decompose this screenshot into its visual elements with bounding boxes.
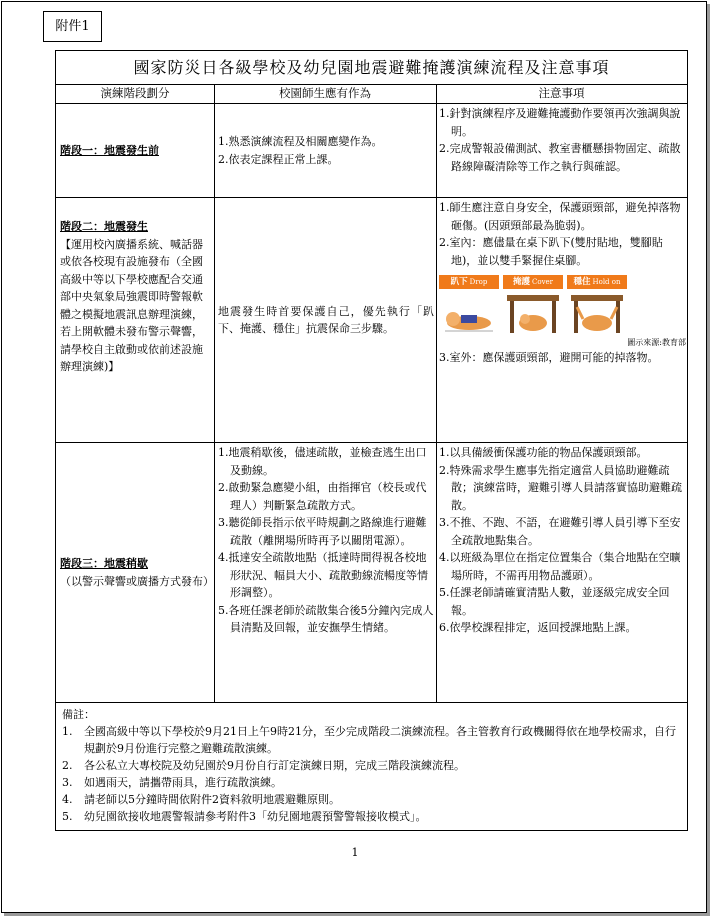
action-item: 地震發生時首要保護自己，優先執行「趴下、掩護、穩住」抗震保命三步驟。	[218, 304, 434, 335]
stage-2-actions	[218, 198, 434, 442]
stage-3-notes	[439, 444, 686, 637]
note-item: 2.室內：應儘量在桌下趴下(雙肘貼地，雙腳貼地)，並以雙手緊握住桌腳。	[439, 236, 663, 267]
action-item: 3.聽從師長指示依平時規劃之路線進行避難疏散（離開場所時再予以關閉電源）。	[218, 516, 427, 547]
remark-item: 1. 全國高級中等以下學校於9月21日上午9時21分，至少完成階段二演練流程。各主管教育行政機關得依在地學校需求，自行規劃於9月份進行完整之避難疏散演練。	[62, 725, 676, 755]
header-notes: 注意事項	[436, 84, 687, 104]
panel-label-en: Hold on	[592, 278, 621, 286]
remark-item: 2. 各公私立大專校院及幼兒園於9月份自行訂定演練日期，完成三階段演練流程。	[62, 759, 465, 772]
stage-3-cell	[60, 443, 212, 702]
panel-label-en: Drop	[469, 278, 488, 286]
remark-item: 5. 幼兒園欲接收地震警報請參考附件3「幼兒園地震預警警報接收模式」。	[62, 810, 427, 823]
stage-1-title: 階段一：地震發生前	[60, 143, 159, 157]
action-item: 4.抵達安全疏散地點（抵達時間得視各校地形狀況、幅員大小、疏散動線流暢度等情形調整）。	[218, 551, 428, 599]
note-item: 1.以具備緩衝保護功能的物品保護頭頸部。	[439, 446, 648, 459]
illustration-panel-hold-on	[567, 275, 627, 335]
remark-item: 3. 如遇雨天，請攜帶雨具，進行疏散演練。	[62, 776, 282, 789]
stage-3-actions	[218, 444, 434, 637]
note-item: 3.不推、不跑、不語，在避難引導人員引導下至安全疏散地點集合。	[439, 516, 681, 547]
note-item: 5.任課老師請確實清點人數，並逐級完成安全回報。	[439, 586, 670, 617]
stage-1-actions	[218, 104, 434, 197]
stage-2-cell	[60, 218, 212, 376]
stage-2-notes	[439, 199, 686, 367]
stage-2-title: 階段二：地震發生	[60, 220, 148, 233]
stage-1-cell	[60, 104, 212, 197]
illustration-panel-drop	[439, 275, 499, 335]
column-divider	[214, 84, 215, 702]
action-item: 5.各班任課老師於疏散集合後5分鐘內完成人員清點及回報，並安撫學生情緒。	[218, 603, 434, 634]
stage-3-title: 階段三：地震稍歇	[60, 557, 148, 570]
drop-cover-hold-illustration	[439, 275, 686, 335]
note-item: 1.師生應注意自身安全，保護頭頸部，避免掉落物砸傷。(因頭頸部最為脆弱)。	[439, 201, 681, 232]
hold-on-pose-icon	[567, 289, 627, 335]
panel-label-en: Cover	[532, 278, 554, 286]
illustration-panel-cover	[503, 275, 563, 335]
action-item: 1.地震稍歇後，儘速疏散，並檢查逃生出口及動線。	[218, 446, 427, 477]
note-item: 4.以班級為單位在指定位置集合（集合地點在空曠場所時，不需再用物品護頭）。	[439, 551, 681, 582]
stage-2-desc: 【運用校內廣播系統、喊話器或依各校現有設施發布（全國高級中等以下學校應配合交通部中央氣象局強震即時警報軟體之模擬地震訊息辦理演練，若上開軟體未發布警示聲響，請學校自主啟動或依前述設施辦理演練)】	[60, 237, 203, 373]
drop-pose-icon	[439, 289, 499, 335]
note-item: 2.完成警報設備測試、教室書櫃懸掛物固定、疏散路線障礙清除等工作之執行與確認。	[439, 142, 681, 173]
note-item: 3.室外：應保護頭頸部，避開可能的掉落物。	[439, 351, 659, 364]
panel-label-zh: 穩住	[573, 277, 591, 287]
stage-1-notes	[439, 105, 686, 197]
procedure-table	[55, 50, 688, 831]
panel-label-zh: 趴下	[450, 277, 468, 287]
action-item: 1.熟悉演練流程及相關應變作為。	[218, 135, 383, 148]
header-actions: 校園師生應有作為	[214, 84, 436, 104]
table-title: 國家防災日各級學校及幼兒園地震避難掩護演練流程及注意事項	[56, 51, 687, 85]
header-stage: 演練階段劃分	[56, 84, 214, 104]
remark-item: 4. 請老師以5分鐘時間依附件2資料敘明地震避難原則。	[62, 793, 340, 806]
page-number: 1	[351, 846, 359, 859]
remarks-title: 備註：	[62, 708, 95, 721]
column-divider	[436, 84, 437, 702]
note-item: 2.特殊需求學生應事先指定適當人員協助避難疏散；演練當時，避難引導人員請落實協助避難疏散。	[439, 463, 682, 512]
note-item: 6.依學校課程排定，返回授課地點上課。	[439, 621, 637, 634]
attachment-label: 附件1	[43, 11, 102, 42]
remarks-section	[56, 702, 687, 829]
note-item: 1.針對演練程序及避難掩護動作要領再次強調與說明。	[439, 107, 681, 138]
illustration-source: 圖示來源:教育部	[627, 338, 686, 347]
action-item: 2.啟動緊急應變小組，由指揮官（校長或代理人）判斷緊急疏散方式。	[218, 481, 427, 512]
action-item: 2.依表定課程正常上課。	[218, 152, 339, 166]
cover-pose-icon	[503, 289, 563, 335]
panel-label-zh: 掩護	[512, 277, 530, 287]
stage-3-desc: （以警示聲響或廣播方式發布）	[60, 574, 214, 588]
